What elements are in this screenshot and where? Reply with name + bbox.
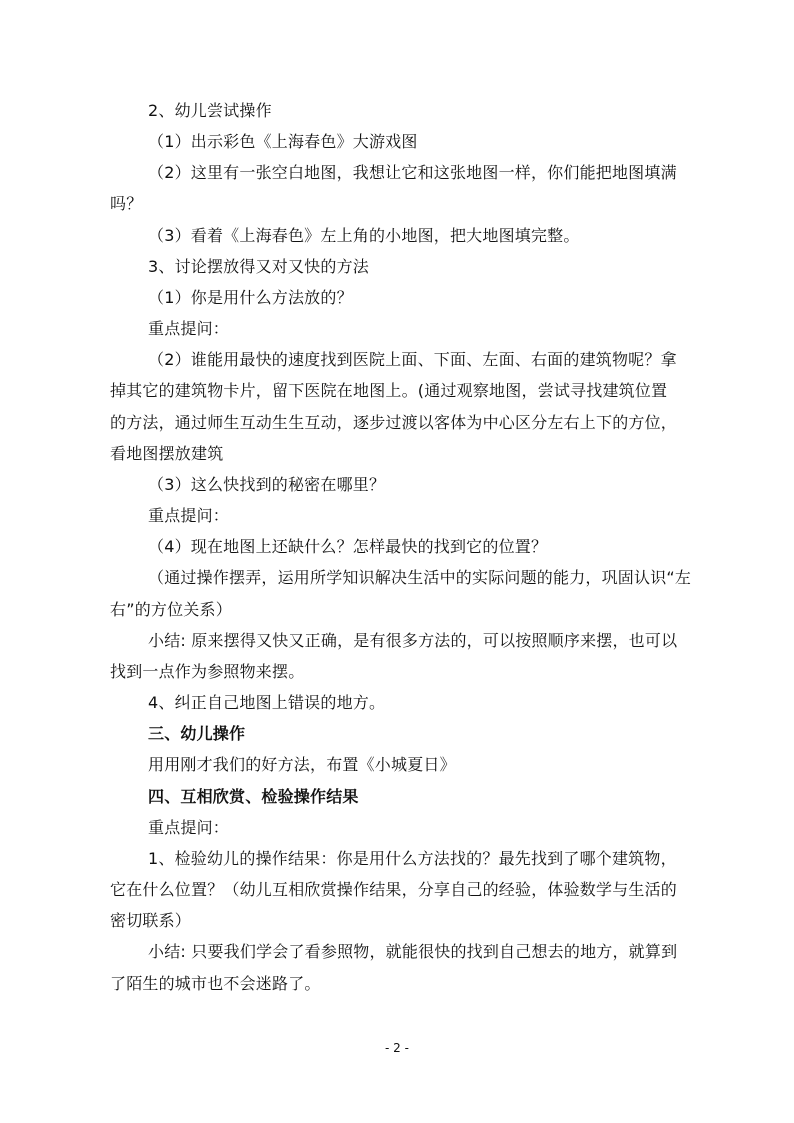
text-line: 小结: 只要我们学会了看参照物，就能很快的找到自己想去的地方，就算到 (148, 942, 678, 961)
text-line: 吗？ (110, 194, 143, 213)
section-heading: 三、幼儿操作 (148, 724, 246, 743)
text-line: 看地图摆放建筑 (110, 444, 224, 463)
text-line: （3）看着《上海春色》左上角的小地图，把大地图填完整。 (148, 226, 580, 245)
text-line: （3）这么快找到的秘密在哪里？ (148, 475, 386, 494)
text-line: （2）谁能用最快的速度找到医院上面、下面、左面、右面的建筑物呢？拿 (148, 350, 677, 369)
text-line: 3、讨论摆放得又对又快的方法 (148, 257, 369, 276)
text-line: （4）现在地图上还缺什么？怎样最快的找到它的位置？ (148, 537, 548, 556)
section-heading: 四、互相欣赏、检验操作结果 (148, 787, 359, 806)
text-line: 1、检验幼儿的操作结果：你是用什么方法找的？最先找到了哪个建筑物， (148, 849, 677, 868)
text-line: 重点提问： (148, 818, 230, 837)
text-line: 掉其它的建筑物卡片，留下医院在地图上。(通过观察地图，尝试寻找建筑位置 (110, 381, 668, 400)
text-line: （通过操作摆弄，运用所学知识解决生活中的实际问题的能力，巩固认识“左 (148, 568, 692, 587)
text-line: （1）你是用什么方法放的？ (148, 288, 353, 307)
text-line: 重点提问： (148, 319, 230, 338)
page-number: - 2 - (385, 1041, 409, 1055)
text-line: 的方法，通过师生互动生生互动，逐步过渡以客体为中心区分左右上下的方位， (110, 413, 678, 432)
text-line: 它在什么位置？（幼儿互相欣赏操作结果，分享自己的经验，体验数学与生活的 (110, 880, 678, 899)
text-line: 2、幼儿尝试操作 (148, 101, 272, 120)
text-line: 重点提问： (148, 506, 230, 525)
text-line: 找到一点作为参照物来摆。 (110, 662, 305, 681)
text-line: 小结: 原来摆得又快又正确，是有很多方法的，可以按照顺序来摆，也可以 (148, 631, 678, 650)
text-line: 4、纠正自己地图上错误的地方。 (148, 693, 386, 712)
text-line: （2）这里有一张空白地图，我想让它和这张地图一样，你们能把地图填满 (148, 163, 677, 182)
text-line: 用用刚才我们的好方法，布置《小城夏日》 (148, 755, 456, 774)
text-line: 了陌生的城市也不会迷路了。 (110, 974, 321, 993)
text-line: （1）出示彩色《上海春色》大游戏图 (148, 132, 418, 151)
text-line: 右”的方位关系） (110, 600, 232, 619)
text-line: 密切联系） (110, 911, 192, 930)
